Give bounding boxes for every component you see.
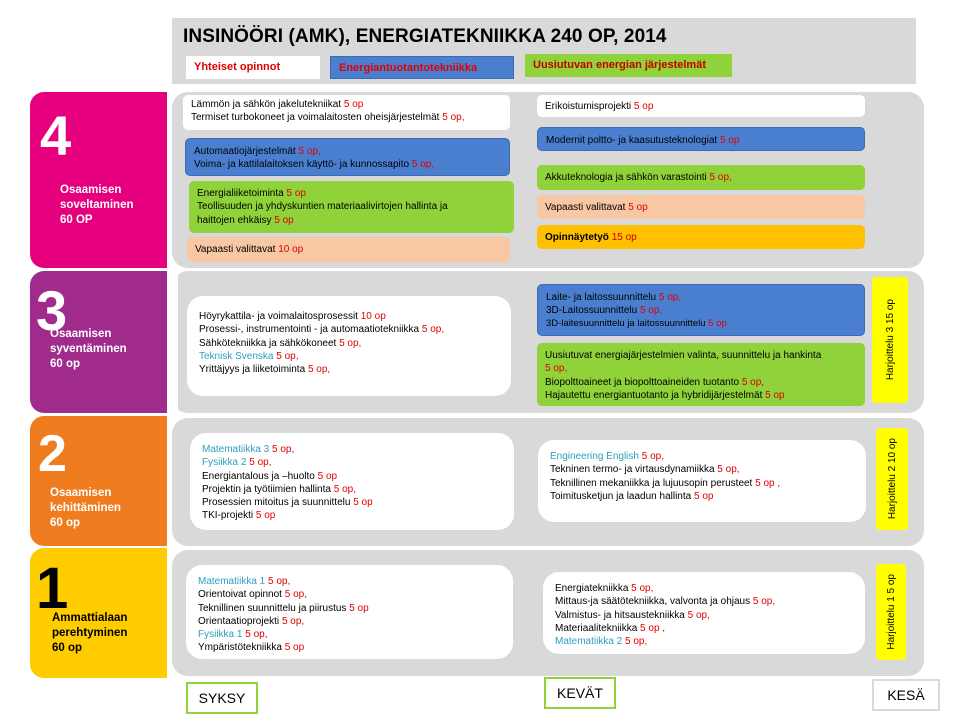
course-item: Automaatiojärjestelmät 5 op, — [194, 146, 321, 157]
season-summer: KESÄ — [872, 679, 940, 711]
level-4-number: 4 — [40, 104, 72, 167]
course-item: Projektin ja työtiimien hallinta 5 op, — [202, 483, 356, 495]
legend-renewable-energy: Uusiutuvan energian järjestelmät — [525, 54, 732, 77]
l4-autumn-renewable-box — [189, 181, 514, 233]
level-1-label: Ammattialaan perehtyminen 60 op — [52, 612, 128, 654]
course-item: TKI-projekti 5 op — [202, 510, 276, 522]
l4-autumn-common-box — [183, 95, 510, 130]
course-item: Teknisk Svenska 5 op, — [199, 350, 299, 362]
course-item: 3D-Laitossuunnittelu 5 op, — [546, 305, 663, 317]
course-item: Uusiutuvat energiajärjestelmien valinta, suunnittelu ja hankinta — [545, 350, 822, 361]
level-3-side — [30, 271, 167, 413]
course-item: Yrittäjyys ja liiketoiminta 5 op, — [199, 364, 331, 376]
course-item: Matematiikka 3 5 op, — [202, 444, 295, 455]
course-item: Mittaus-ja säätötekniikka, valvonta ja ohjaus 5 op, — [555, 596, 776, 608]
l4-spring-energy-box: Modernit poltto- ja kaasutusteknologiat 5 op — [537, 127, 865, 151]
course-item: Teknillinen mekaniikka ja lujuusopin perusteet 5 op , — [550, 477, 781, 489]
course-item: Valmistus- ja hitsaustekniikka 5 op, — [555, 609, 710, 621]
course-item: Engineering English 5 op, — [550, 451, 664, 462]
page-title: INSINÖÖRI (AMK), ENERGIATEKNIIKKA 240 OP, 2014 — [183, 26, 667, 47]
season-autumn: SYKSY — [186, 682, 258, 714]
course-item: 3D-laitesuunnittelu ja laitossuunnittelu 5 op — [546, 317, 727, 329]
course-item: Biopolttoaineet ja biopolttoaineiden tuotanto 5 op, — [545, 376, 765, 388]
legend-energy-production: Energiantuotantotekniikka — [330, 56, 514, 79]
l2-internship-label: Harjoittelu 2 10 op — [886, 438, 898, 520]
l1-internship-label: Harjoittelu 1 5 op — [885, 574, 897, 650]
l2-spring-box — [538, 440, 866, 522]
course-item: Materiaalitekniikka 5 op , — [555, 622, 666, 634]
course-item: Toimitusketjun ja laadun hallinta 5 op — [550, 490, 714, 502]
l1-spring-box — [543, 572, 865, 654]
level-2-number: 2 — [38, 425, 67, 483]
course-item: Ympäristötekniikka 5 op — [198, 642, 305, 654]
l4-spring-common-box: Erikoistumisprojekti 5 op — [537, 95, 865, 117]
course-item: Orientaatioprojekti 5 op, — [198, 615, 305, 627]
course-item: Fysiikka 2 5 op, — [202, 457, 272, 469]
course-item: Matematiikka 1 5 op, — [198, 576, 291, 587]
course-item: Energialiiketoiminta 5 op — [197, 188, 306, 199]
course-item: Sähkötekniikka ja sähkökoneet 5 op, — [199, 337, 362, 349]
l4-autumn-elective-box: Vapaasti valittavat 10 op — [187, 237, 510, 262]
legend-common-studies: Yhteiset opinnot — [186, 56, 320, 79]
l3-internship-label: Harjoittelu 3 15 op — [884, 299, 896, 381]
l1-internship-box — [876, 564, 906, 660]
course-item: Tekninen termo- ja virtausdynamiikka 5 op, — [550, 464, 740, 476]
course-item: haittojen ehkäisy 5 op — [197, 214, 294, 226]
l3-spring-energy-box — [537, 284, 865, 336]
level-2-side — [30, 416, 167, 546]
course-item: Orientoivat opinnot 5 op, — [198, 589, 307, 601]
course-item: Prosessi-, instrumentointi - ja automaatiotekniikka 5 op, — [199, 324, 445, 336]
level-3-number: 3 — [36, 279, 68, 342]
course-item: Hajautettu energiantuotanto ja hybridijärjestelmät 5 op — [545, 389, 785, 401]
l4-spring-elective-box: Vapaasti valittavat 5 op — [537, 195, 865, 219]
course-item: Teollisuuden ja yhdyskuntien materiaalivirtojen hallinta ja — [197, 201, 448, 213]
season-spring: KEVÄT — [544, 677, 616, 709]
level-1-number: 1 — [36, 556, 69, 621]
level-2-label: Osaamisen kehittäminen 60 op — [50, 487, 121, 529]
l4-spring-renewable-box: Akkuteknologia ja sähkön varastointi 5 op, — [537, 165, 865, 190]
l4-autumn-energy-box — [185, 138, 510, 176]
level-1-side — [30, 548, 167, 678]
course-item: 5 op, — [545, 363, 568, 375]
course-item: Voima- ja kattilalaitoksen käyttö- ja kunnossapito 5 op, — [194, 159, 435, 171]
level-4-label: Osaamisen soveltaminen 60 OP — [60, 184, 134, 226]
course-item: Termiset turbokoneet ja voimalaitosten oheisjärjestelmät 5 op, — [191, 112, 465, 124]
course-item: Lämmön ja sähkön jakelutekniikat 5 op — [191, 99, 364, 110]
course-item: Laite- ja laitossuunnittelu 5 op, — [546, 292, 682, 303]
level-3-label: Osaamisen syventäminen 60 op — [50, 328, 127, 370]
course-item: Höyrykattila- ja voimalaitosprosessit 10 op — [199, 311, 386, 322]
level-4-side — [30, 92, 167, 268]
l3-spring-renewable-box — [537, 343, 865, 406]
course-item: Energiatekniikka 5 op, — [555, 583, 654, 594]
course-item: Matematiikka 2 5 op, — [555, 636, 648, 648]
course-item: Teknillinen suunnittelu ja piirustus 5 op — [198, 602, 369, 614]
course-item: Prosessien mitoitus ja suunnittelu 5 op — [202, 497, 373, 509]
l2-internship-box — [876, 428, 908, 530]
l1-autumn-box — [186, 565, 513, 659]
level-3-divider — [168, 271, 178, 413]
l2-autumn-box — [190, 433, 514, 530]
l3-autumn-box — [187, 296, 511, 396]
course-item: Fysiikka 1 5 op, — [198, 629, 268, 641]
l3-internship-box — [872, 277, 908, 403]
l4-spring-thesis-box: Opinnäytetyö 15 op — [537, 225, 865, 249]
course-item: Energiantalous ja –huolto 5 op — [202, 470, 338, 482]
